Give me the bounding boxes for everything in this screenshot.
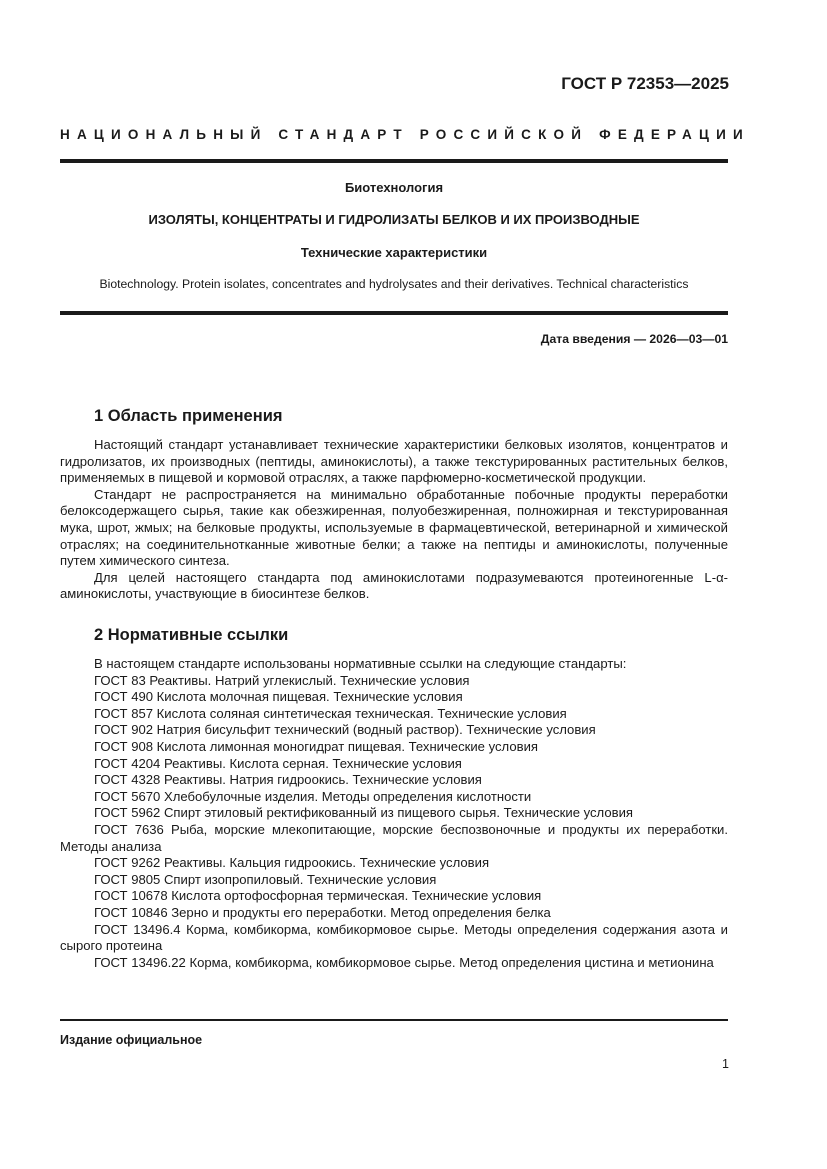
reference-item: ГОСТ 857 Кислота соляная синтетическая техническая. Технические условия [94, 705, 567, 721]
reference-item: ГОСТ 4204 Реактивы. Кислота серная. Технические условия [94, 755, 462, 771]
reference-item: ГОСТ 9805 Спирт изопропиловый. Технические условия [94, 871, 437, 887]
reference-item: ГОСТ 490 Кислота молочная пищевая. Технические условия [94, 689, 463, 705]
subject-area: Биотехнология [344, 180, 444, 195]
section-2-body [60, 656, 732, 971]
paragraph: Стандарт не распространяется на минимально обработанные побочные продукты переработки белоксодержащего сырья, такие как обезжиренная, полуобезжиренная, полножирная и текстурированная мука, шрот, жмых; на белковые продукты, используемые в фармацевтической, ветеринарной и химической отраслях; на соединительнотканные животные белки; а также на пептиды и аминокислоты, полученные путем химического синтеза. [60, 486, 728, 569]
reference-item: ГОСТ 4328 Реактивы. Натрия гидроокись. Технические условия [94, 772, 482, 788]
references-intro: В настоящем стандарте использованы нормативные ссылки на следующие стандарты: [94, 656, 627, 671]
reference-item: ГОСТ 13496.4 Корма, комбикорма, комбикормовое сырье. Методы определения содержания азота и сырого протеина [60, 921, 732, 954]
reference-item: ГОСТ 5670 Хлебобулочные изделия. Методы определения кислотности [94, 788, 532, 804]
reference-item: ГОСТ 902 Натрия бисульфит технический (водный раствор). Технические условия [94, 722, 596, 738]
gost-number: ГОСТ Р 72353—2025 [561, 74, 729, 93]
title-rule [60, 311, 728, 315]
reference-item: ГОСТ 10678 Кислота ортофосфорная термическая. Технические условия [94, 888, 542, 904]
section-1-body [60, 437, 728, 603]
reference-item: ГОСТ 9262 Реактивы. Кальция гидроокись. Технические условия [94, 855, 490, 871]
reference-item: ГОСТ 5962 Спирт этиловый ректификованный из пищевого сырья. Технические условия [94, 805, 633, 821]
section-1-heading: 1 Область применения [94, 407, 283, 425]
official-edition-label: Издание официальное [60, 1033, 203, 1047]
reference-item: ГОСТ 13496.22 Корма, комбикорма, комбикормовое сырье. Метод определения цистина и метионина [94, 954, 714, 970]
paragraph: Настоящий стандарт устанавливает технические характеристики белковых изолятов, концентратов и гидролизатов, их производных (пептиды, аминокислоты), а также текстурированных растительных белков, применяемых в пищевой и кормовой отраслях, а также парфюмерно-косметической продукции. [60, 437, 728, 486]
introduction-date: Дата введения — 2026—03—01 [540, 332, 728, 346]
footer-rule [60, 1019, 728, 1021]
document-subtitle: Технические характеристики [300, 245, 488, 260]
reference-item: ГОСТ 83 Реактивы. Натрий углекислый. Технические условия [94, 672, 470, 688]
header-rule [60, 159, 728, 163]
reference-item: ГОСТ 10846 Зерно и продукты его переработки. Метод определения белка [94, 904, 551, 920]
reference-item: ГОСТ 908 Кислота лимонная моногидрат пищевая. Технические условия [94, 738, 538, 754]
national-standard-title: НАЦИОНАЛЬНЫЙ СТАНДАРТ РОССИЙСКОЙ ФЕДЕРАЦИИ [60, 127, 750, 142]
reference-list [60, 672, 732, 972]
document-title: ИЗОЛЯТЫ, КОНЦЕНТРАТЫ И ГИДРОЛИЗАТЫ БЕЛКОВ И ИХ ПРОИЗВОДНЫЕ [148, 212, 640, 227]
page-number: 1 [722, 1057, 729, 1071]
reference-item: ГОСТ 7636 Рыба, морские млекопитающие, морские беспозвоночные и продукты их переработки. Методы анализа [60, 821, 732, 854]
section-2-heading: 2 Нормативные ссылки [94, 626, 289, 644]
english-title: Biotechnology. Protein isolates, concentrates and hydrolysates and their derivatives. Technical characteristics [99, 277, 689, 291]
paragraph: Для целей настоящего стандарта под аминокислотами подразумеваются протеиногенные L-α-аминокислоты, участвующие в биосинтезе белков. [60, 569, 728, 602]
